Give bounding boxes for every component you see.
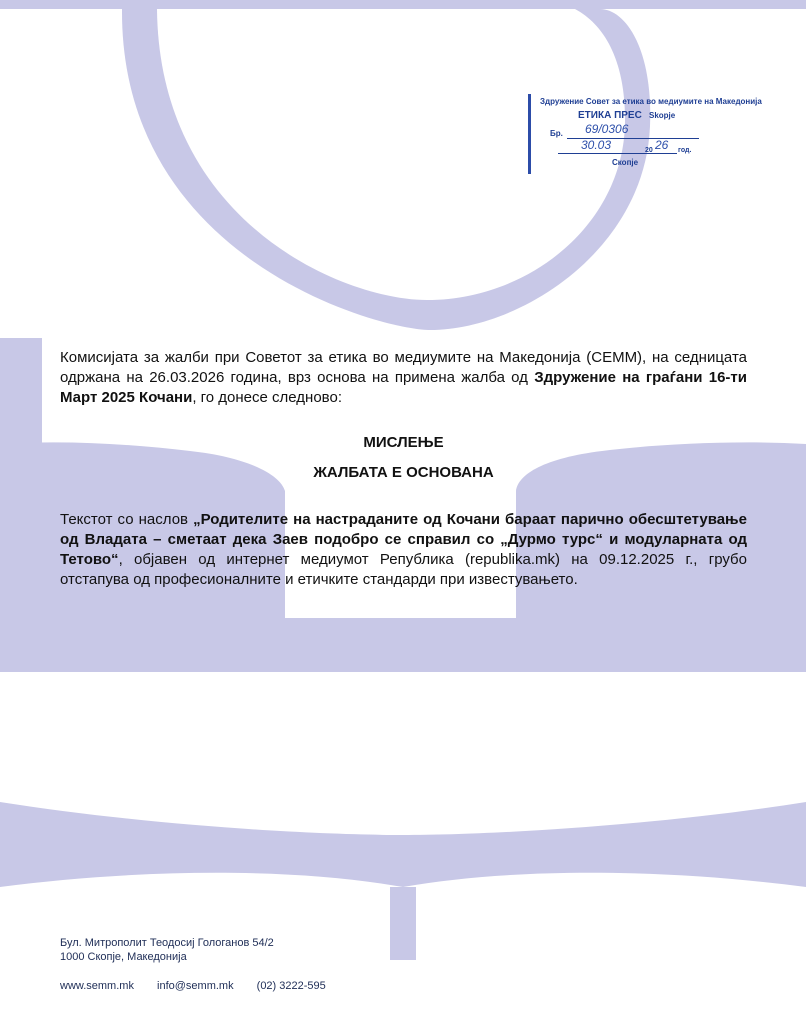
contact-footer bbox=[60, 980, 346, 992]
stamp-brand-text: ЕТИКА ПРЕС bbox=[578, 110, 642, 121]
decision-text-start: Текстот со наслов bbox=[60, 511, 194, 528]
address-footer bbox=[60, 936, 274, 964]
phone-number: (02) 3222-595 bbox=[256, 980, 326, 992]
stamp-number-label: Бр. bbox=[550, 129, 563, 138]
decision-text-end: , објавен од интернет медиумот Република (republika.mk) на 09.12.2025 г., грубо отстапува од професионалните и етичките стандарди при известувањето. bbox=[60, 551, 747, 588]
stamp-organization-text: Здружение Совет за етика во медиумите на Македонија bbox=[540, 97, 762, 106]
complaint-founded-heading: ЖАЛБАТА Е ОСНОВАНА bbox=[313, 464, 494, 481]
email-link[interactable]: info@semm.mk bbox=[157, 980, 234, 992]
decision-paragraph bbox=[60, 510, 747, 590]
stamp-bottom-city: Скопје bbox=[612, 158, 639, 167]
footer-address-line-2: 1000 Скопје, Македонија bbox=[60, 951, 187, 963]
stamp-date-value: 30.03 bbox=[581, 138, 612, 152]
stamp-year-suffix: год. bbox=[678, 147, 692, 154]
stamp-border bbox=[528, 94, 531, 174]
footer-address-line-1: Бул. Митрополит Теодосиј Гологанов 54/2 bbox=[60, 937, 274, 949]
stamp-date-line bbox=[558, 153, 677, 154]
stamp-city-text: Skopje bbox=[649, 111, 676, 120]
decision-content bbox=[60, 348, 747, 590]
stamp-number-value: 69/0306 bbox=[585, 122, 629, 136]
stamp-century-text: 20 bbox=[645, 147, 653, 154]
registration-stamp bbox=[528, 88, 762, 174]
opinion-heading: МИСЛЕЊЕ bbox=[363, 434, 444, 451]
intro-text-end: , го донесе следново: bbox=[192, 389, 342, 406]
website-link[interactable]: www.semm.mk bbox=[60, 980, 134, 992]
article-title: „Родителите на настраданите од Кочани бараат парично обесштетување од Владата – сметаат дека Заев подобро се справил со „Дурмо турс“ и модуларната од Тетово“ bbox=[60, 511, 747, 568]
stamp-year-value: 26 bbox=[655, 138, 669, 152]
complainant-name: Здружение на граѓани 16-ти Март 2025 Кочани bbox=[60, 369, 747, 406]
intro-paragraph bbox=[60, 348, 747, 408]
intro-text-start: Комисијата за жалби при Советот за етика во медиумите на Македонија (СЕММ), на седницата одржана на 26.03.2026 година, врз основа на примена жалба од bbox=[60, 349, 747, 386]
